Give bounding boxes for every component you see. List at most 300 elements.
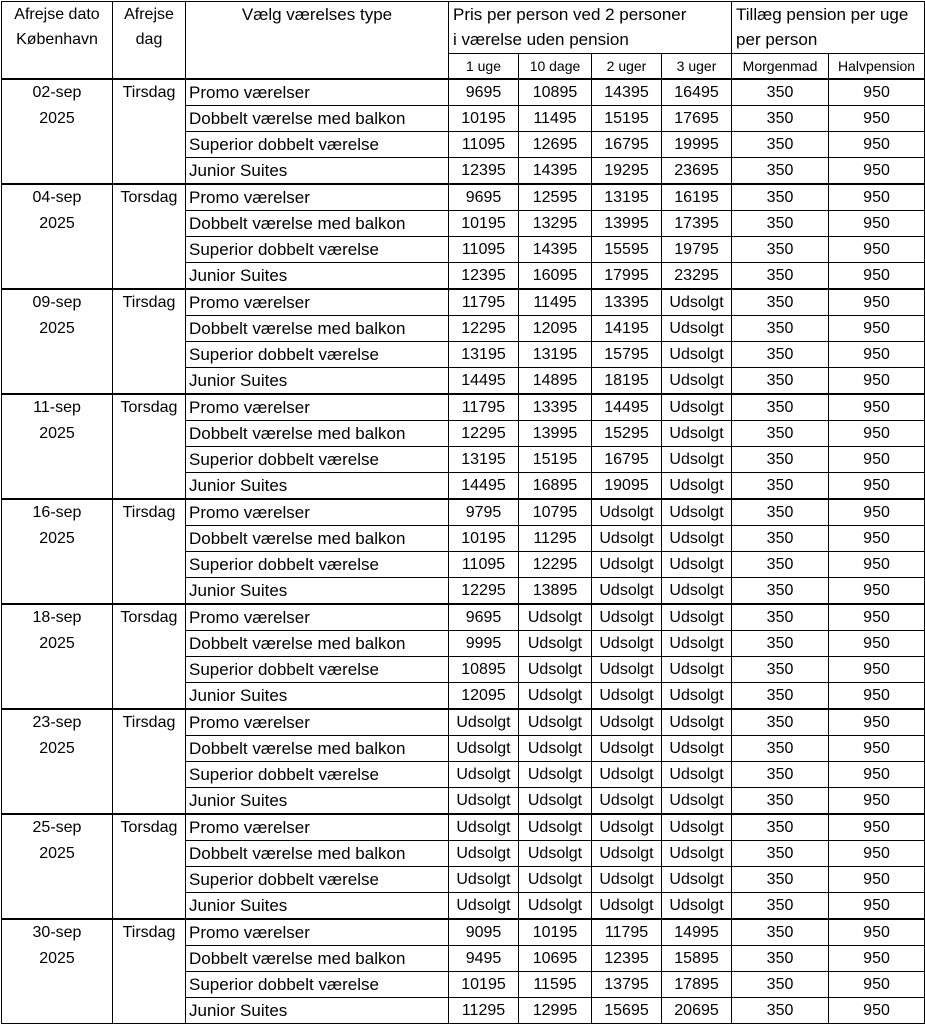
room-type-cell: Superior dobbelt værelse <box>186 132 449 158</box>
price-cell: Udsolgt <box>519 604 592 631</box>
price-cell: 14395 <box>519 237 592 263</box>
departure-group <box>2 709 925 814</box>
price-cell: 12095 <box>519 316 592 342</box>
departure-date-cell: 18-sep 2025 <box>2 604 113 709</box>
price-cell: 11095 <box>449 237 519 263</box>
table-row <box>2 604 925 631</box>
price-cell: 13895 <box>519 578 592 605</box>
price-cell: 16195 <box>662 184 732 211</box>
price-cell: 12695 <box>519 132 592 158</box>
room-type-cell: Superior dobbelt værelse <box>186 552 449 578</box>
price-cell: 15195 <box>592 106 662 132</box>
price-cell: Udsolgt <box>592 657 662 683</box>
departure-date-cell: 02-sep 2025 <box>2 79 113 184</box>
price-cell: Udsolgt <box>519 893 592 920</box>
departure-day-cell: Tirsdag <box>113 289 186 394</box>
price-cell: 16795 <box>592 132 662 158</box>
departure-group <box>2 289 925 394</box>
half-board-supplement-cell: 950 <box>829 237 925 263</box>
price-cell: Udsolgt <box>519 683 592 710</box>
price-cell: 11295 <box>449 998 519 1024</box>
breakfast-supplement-cell: 350 <box>732 263 829 290</box>
breakfast-supplement-cell: 350 <box>732 814 829 841</box>
half-board-supplement-cell: 950 <box>829 972 925 998</box>
breakfast-supplement-cell: 350 <box>732 499 829 526</box>
header-departure-day: Afrejse dag <box>113 2 186 80</box>
room-type-cell: Promo værelser <box>186 79 449 106</box>
room-type-cell: Junior Suites <box>186 893 449 920</box>
price-cell: 13795 <box>592 972 662 998</box>
price-cell: 12395 <box>449 158 519 185</box>
price-cell: Udsolgt <box>449 762 519 788</box>
price-cell: Udsolgt <box>662 473 732 500</box>
departure-date-cell: 25-sep 2025 <box>2 814 113 919</box>
price-cell: 9795 <box>449 499 519 526</box>
price-cell: 9695 <box>449 184 519 211</box>
price-cell: 11795 <box>449 394 519 421</box>
price-cell: 19795 <box>662 237 732 263</box>
departure-date-cell: 23-sep 2025 <box>2 709 113 814</box>
half-board-supplement-cell: 950 <box>829 289 925 316</box>
departure-day-cell: Torsdag <box>113 184 186 289</box>
breakfast-supplement-cell: 350 <box>732 473 829 500</box>
price-cell: 13195 <box>519 342 592 368</box>
price-cell: Udsolgt <box>449 788 519 815</box>
departure-group <box>2 919 925 1024</box>
breakfast-supplement-cell: 350 <box>732 919 829 946</box>
price-cell: Udsolgt <box>449 736 519 762</box>
price-cell: 13995 <box>519 421 592 447</box>
price-cell: Udsolgt <box>519 762 592 788</box>
price-cell: Udsolgt <box>662 709 732 736</box>
price-table <box>1 1 925 1024</box>
price-cell: 14195 <box>592 316 662 342</box>
half-board-supplement-cell: 950 <box>829 184 925 211</box>
room-type-cell: Junior Suites <box>186 368 449 395</box>
breakfast-supplement-cell: 350 <box>732 578 829 605</box>
price-cell: 15895 <box>662 946 732 972</box>
price-cell: 12295 <box>449 316 519 342</box>
half-board-supplement-cell: 950 <box>829 499 925 526</box>
half-board-supplement-cell: 950 <box>829 814 925 841</box>
table-row <box>2 289 925 316</box>
room-type-cell: Promo værelser <box>186 289 449 316</box>
price-cell: Udsolgt <box>662 631 732 657</box>
breakfast-supplement-cell: 350 <box>732 736 829 762</box>
breakfast-supplement-cell: 350 <box>732 184 829 211</box>
half-board-supplement-cell: 950 <box>829 578 925 605</box>
price-cell: 14495 <box>449 368 519 395</box>
room-type-cell: Superior dobbelt værelse <box>186 867 449 893</box>
departure-date-cell: 16-sep 2025 <box>2 499 113 604</box>
price-cell: 13395 <box>519 394 592 421</box>
price-cell: 13195 <box>592 184 662 211</box>
departure-day-cell: Torsdag <box>113 394 186 499</box>
price-cell: Udsolgt <box>592 709 662 736</box>
price-cell: Udsolgt <box>592 631 662 657</box>
half-board-supplement-cell: 950 <box>829 604 925 631</box>
price-cell: 23695 <box>662 158 732 185</box>
departure-group <box>2 394 925 499</box>
price-cell: 10195 <box>449 972 519 998</box>
room-type-cell: Superior dobbelt værelse <box>186 237 449 263</box>
price-cell: 16795 <box>592 447 662 473</box>
price-cell: Udsolgt <box>592 683 662 710</box>
departure-day-cell: Tirsdag <box>113 709 186 814</box>
price-cell: Udsolgt <box>592 841 662 867</box>
half-board-supplement-cell: 950 <box>829 132 925 158</box>
price-cell: Udsolgt <box>662 841 732 867</box>
departure-day-cell: Tirsdag <box>113 79 186 184</box>
room-type-cell: Superior dobbelt værelse <box>186 447 449 473</box>
table-row <box>2 184 925 211</box>
price-cell: Udsolgt <box>449 867 519 893</box>
price-cell: Udsolgt <box>662 394 732 421</box>
price-cell: Udsolgt <box>662 289 732 316</box>
price-cell: Udsolgt <box>662 342 732 368</box>
breakfast-supplement-cell: 350 <box>732 972 829 998</box>
price-cell: 9695 <box>449 604 519 631</box>
room-type-cell: Junior Suites <box>186 473 449 500</box>
header-price-per-person: Pris per person ved 2 personer i værelse uden pension <box>449 2 732 54</box>
room-type-cell: Promo værelser <box>186 919 449 946</box>
price-cell: 17895 <box>662 972 732 998</box>
table-row <box>2 79 925 106</box>
price-cell: Udsolgt <box>662 893 732 920</box>
price-cell: 19095 <box>592 473 662 500</box>
half-board-supplement-cell: 950 <box>829 158 925 185</box>
price-cell: Udsolgt <box>662 736 732 762</box>
table-row <box>2 814 925 841</box>
price-cell: Udsolgt <box>519 631 592 657</box>
price-cell: 17695 <box>662 106 732 132</box>
half-board-supplement-cell: 950 <box>829 263 925 290</box>
price-cell: 17395 <box>662 211 732 237</box>
half-board-supplement-cell: 950 <box>829 106 925 132</box>
price-cell: Udsolgt <box>519 814 592 841</box>
departure-day-cell: Torsdag <box>113 604 186 709</box>
price-cell: 18195 <box>592 368 662 395</box>
half-board-supplement-cell: 950 <box>829 788 925 815</box>
price-cell: 13295 <box>519 211 592 237</box>
price-cell: 10795 <box>519 499 592 526</box>
breakfast-supplement-cell: 350 <box>732 447 829 473</box>
price-cell: 19995 <box>662 132 732 158</box>
price-cell: 9995 <box>449 631 519 657</box>
price-cell: 19295 <box>592 158 662 185</box>
half-board-supplement-cell: 950 <box>829 421 925 447</box>
price-cell: 13995 <box>592 211 662 237</box>
price-cell: Udsolgt <box>662 604 732 631</box>
half-board-supplement-cell: 950 <box>829 683 925 710</box>
price-cell: 16095 <box>519 263 592 290</box>
table-row <box>2 499 925 526</box>
price-cell: 23295 <box>662 263 732 290</box>
price-cell: 11795 <box>449 289 519 316</box>
half-board-supplement-cell: 950 <box>829 316 925 342</box>
breakfast-supplement-cell: 350 <box>732 657 829 683</box>
price-cell: 10195 <box>449 106 519 132</box>
breakfast-supplement-cell: 350 <box>732 683 829 710</box>
price-cell: 12595 <box>519 184 592 211</box>
price-cell: Udsolgt <box>519 867 592 893</box>
room-type-cell: Superior dobbelt værelse <box>186 342 449 368</box>
price-cell: 10195 <box>449 211 519 237</box>
price-cell: 17995 <box>592 263 662 290</box>
price-cell: 11295 <box>519 526 592 552</box>
departure-group <box>2 499 925 604</box>
price-cell: Udsolgt <box>662 421 732 447</box>
price-cell: Udsolgt <box>662 788 732 815</box>
breakfast-supplement-cell: 350 <box>732 841 829 867</box>
price-cell: 10195 <box>519 919 592 946</box>
price-cell: 11795 <box>592 919 662 946</box>
half-board-supplement-cell: 950 <box>829 893 925 920</box>
price-cell: Udsolgt <box>449 841 519 867</box>
departure-day-cell: Tirsdag <box>113 919 186 1024</box>
price-cell: 14895 <box>519 368 592 395</box>
price-cell: Udsolgt <box>519 788 592 815</box>
half-board-supplement-cell: 950 <box>829 946 925 972</box>
breakfast-supplement-cell: 350 <box>732 316 829 342</box>
room-type-cell: Dobbelt værelse med balkon <box>186 316 449 342</box>
price-cell: 15795 <box>592 342 662 368</box>
half-board-supplement-cell: 950 <box>829 552 925 578</box>
room-type-cell: Junior Suites <box>186 578 449 605</box>
room-type-cell: Superior dobbelt værelse <box>186 657 449 683</box>
departure-date-cell: 30-sep 2025 <box>2 919 113 1024</box>
price-cell: Udsolgt <box>592 736 662 762</box>
price-cell: 14995 <box>662 919 732 946</box>
room-type-cell: Promo værelser <box>186 394 449 421</box>
price-cell: 14495 <box>449 473 519 500</box>
price-cell: 13195 <box>449 342 519 368</box>
price-cell: Udsolgt <box>662 552 732 578</box>
price-cell: Udsolgt <box>449 814 519 841</box>
half-board-supplement-cell: 950 <box>829 368 925 395</box>
price-cell: 9095 <box>449 919 519 946</box>
breakfast-supplement-cell: 350 <box>732 631 829 657</box>
breakfast-supplement-cell: 350 <box>732 893 829 920</box>
price-cell: Udsolgt <box>662 499 732 526</box>
breakfast-supplement-cell: 350 <box>732 158 829 185</box>
price-cell: 12095 <box>449 683 519 710</box>
departure-date-cell: 09-sep 2025 <box>2 289 113 394</box>
price-cell: Udsolgt <box>662 316 732 342</box>
half-board-supplement-cell: 950 <box>829 526 925 552</box>
half-board-supplement-cell: 950 <box>829 447 925 473</box>
price-cell: 16895 <box>519 473 592 500</box>
price-cell: Udsolgt <box>519 736 592 762</box>
price-cell: 12295 <box>519 552 592 578</box>
header-room-type: Vælg værelses type <box>186 2 449 80</box>
price-cell: 14395 <box>592 79 662 106</box>
departure-day-cell: Torsdag <box>113 814 186 919</box>
subheader-3-weeks: 3 uger <box>662 54 732 80</box>
price-cell: 10895 <box>519 79 592 106</box>
price-cell: 10695 <box>519 946 592 972</box>
price-cell: Udsolgt <box>662 526 732 552</box>
price-cell: 15695 <box>592 998 662 1024</box>
price-cell: 16495 <box>662 79 732 106</box>
price-cell: 20695 <box>662 998 732 1024</box>
price-cell: Udsolgt <box>662 657 732 683</box>
half-board-supplement-cell: 950 <box>829 919 925 946</box>
price-cell: Udsolgt <box>662 578 732 605</box>
half-board-supplement-cell: 950 <box>829 342 925 368</box>
breakfast-supplement-cell: 350 <box>732 998 829 1024</box>
subheader-1-week: 1 uge <box>449 54 519 80</box>
breakfast-supplement-cell: 350 <box>732 421 829 447</box>
price-cell: 15295 <box>592 421 662 447</box>
price-cell: Udsolgt <box>592 578 662 605</box>
half-board-supplement-cell: 950 <box>829 394 925 421</box>
price-cell: 11495 <box>519 106 592 132</box>
room-type-cell: Dobbelt værelse med balkon <box>186 946 449 972</box>
half-board-supplement-cell: 950 <box>829 79 925 106</box>
breakfast-supplement-cell: 350 <box>732 368 829 395</box>
price-cell: Udsolgt <box>592 867 662 893</box>
breakfast-supplement-cell: 350 <box>732 709 829 736</box>
breakfast-supplement-cell: 350 <box>732 132 829 158</box>
price-cell: 15595 <box>592 237 662 263</box>
departure-group <box>2 184 925 289</box>
half-board-supplement-cell: 950 <box>829 867 925 893</box>
price-cell: Udsolgt <box>592 604 662 631</box>
breakfast-supplement-cell: 350 <box>732 237 829 263</box>
subheader-half-board: Halvpension <box>829 54 925 80</box>
half-board-supplement-cell: 950 <box>829 841 925 867</box>
room-type-cell: Dobbelt værelse med balkon <box>186 211 449 237</box>
room-type-cell: Dobbelt værelse med balkon <box>186 106 449 132</box>
half-board-supplement-cell: 950 <box>829 736 925 762</box>
price-cell: 11095 <box>449 132 519 158</box>
departure-date-cell: 11-sep 2025 <box>2 394 113 499</box>
half-board-supplement-cell: 950 <box>829 998 925 1024</box>
price-cell: 11495 <box>519 289 592 316</box>
header-departure-date: Afrejse dato København <box>2 2 113 80</box>
subheader-2-weeks: 2 uger <box>592 54 662 80</box>
price-cell: Udsolgt <box>519 841 592 867</box>
price-cell: 14395 <box>519 158 592 185</box>
price-cell: 11095 <box>449 552 519 578</box>
room-type-cell: Junior Suites <box>186 263 449 290</box>
departure-day-cell: Tirsdag <box>113 499 186 604</box>
price-cell: 12995 <box>519 998 592 1024</box>
price-cell: Udsolgt <box>662 683 732 710</box>
departure-group <box>2 79 925 184</box>
room-type-cell: Dobbelt værelse med balkon <box>186 421 449 447</box>
price-cell: Udsolgt <box>592 814 662 841</box>
room-type-cell: Superior dobbelt værelse <box>186 972 449 998</box>
room-type-cell: Promo værelser <box>186 709 449 736</box>
departure-date-cell: 04-sep 2025 <box>2 184 113 289</box>
price-cell: 9495 <box>449 946 519 972</box>
breakfast-supplement-cell: 350 <box>732 342 829 368</box>
price-cell: Udsolgt <box>662 867 732 893</box>
half-board-supplement-cell: 950 <box>829 657 925 683</box>
room-type-cell: Promo værelser <box>186 499 449 526</box>
breakfast-supplement-cell: 350 <box>732 394 829 421</box>
table-row <box>2 394 925 421</box>
price-cell: 13395 <box>592 289 662 316</box>
breakfast-supplement-cell: 350 <box>732 946 829 972</box>
room-type-cell: Dobbelt værelse med balkon <box>186 736 449 762</box>
breakfast-supplement-cell: 350 <box>732 289 829 316</box>
departure-group <box>2 604 925 709</box>
breakfast-supplement-cell: 350 <box>732 211 829 237</box>
half-board-supplement-cell: 950 <box>829 631 925 657</box>
price-cell: Udsolgt <box>592 499 662 526</box>
half-board-supplement-cell: 950 <box>829 473 925 500</box>
price-cell: Udsolgt <box>519 709 592 736</box>
breakfast-supplement-cell: 350 <box>732 867 829 893</box>
subheader-10-days: 10 dage <box>519 54 592 80</box>
breakfast-supplement-cell: 350 <box>732 788 829 815</box>
price-cell: Udsolgt <box>592 893 662 920</box>
half-board-supplement-cell: 950 <box>829 709 925 736</box>
price-cell: Udsolgt <box>592 526 662 552</box>
room-type-cell: Dobbelt værelse med balkon <box>186 526 449 552</box>
breakfast-supplement-cell: 350 <box>732 79 829 106</box>
price-cell: 12295 <box>449 578 519 605</box>
price-cell: 10895 <box>449 657 519 683</box>
subheader-breakfast: Morgenmad <box>732 54 829 80</box>
price-cell: 13195 <box>449 447 519 473</box>
room-type-cell: Promo værelser <box>186 184 449 211</box>
price-cell: 11595 <box>519 972 592 998</box>
breakfast-supplement-cell: 350 <box>732 106 829 132</box>
room-type-cell: Junior Suites <box>186 683 449 710</box>
room-type-cell: Promo værelser <box>186 604 449 631</box>
half-board-supplement-cell: 950 <box>829 762 925 788</box>
breakfast-supplement-cell: 350 <box>732 526 829 552</box>
price-cell: Udsolgt <box>519 657 592 683</box>
price-cell: 15195 <box>519 447 592 473</box>
room-type-cell: Junior Suites <box>186 788 449 815</box>
price-cell: Udsolgt <box>662 814 732 841</box>
price-cell: 12295 <box>449 421 519 447</box>
price-cell: Udsolgt <box>592 762 662 788</box>
room-type-cell: Dobbelt værelse med balkon <box>186 631 449 657</box>
room-type-cell: Promo værelser <box>186 814 449 841</box>
price-cell: Udsolgt <box>662 762 732 788</box>
breakfast-supplement-cell: 350 <box>732 762 829 788</box>
price-cell: Udsolgt <box>449 893 519 920</box>
table-row <box>2 919 925 946</box>
price-cell: Udsolgt <box>662 447 732 473</box>
table-row <box>2 709 925 736</box>
departure-group <box>2 814 925 919</box>
price-cell: Udsolgt <box>592 552 662 578</box>
room-type-cell: Superior dobbelt værelse <box>186 762 449 788</box>
price-cell: Udsolgt <box>592 788 662 815</box>
price-cell: Udsolgt <box>662 368 732 395</box>
room-type-cell: Dobbelt værelse med balkon <box>186 841 449 867</box>
room-type-cell: Junior Suites <box>186 998 449 1024</box>
header-board-supplement: Tillæg pension per uge per person <box>732 2 925 54</box>
price-cell: 12395 <box>592 946 662 972</box>
breakfast-supplement-cell: 350 <box>732 604 829 631</box>
price-cell: 12395 <box>449 263 519 290</box>
price-cell: Udsolgt <box>449 709 519 736</box>
breakfast-supplement-cell: 350 <box>732 552 829 578</box>
half-board-supplement-cell: 950 <box>829 211 925 237</box>
price-cell: 9695 <box>449 79 519 106</box>
table-header <box>2 2 925 80</box>
price-cell: 14495 <box>592 394 662 421</box>
room-type-cell: Junior Suites <box>186 158 449 185</box>
